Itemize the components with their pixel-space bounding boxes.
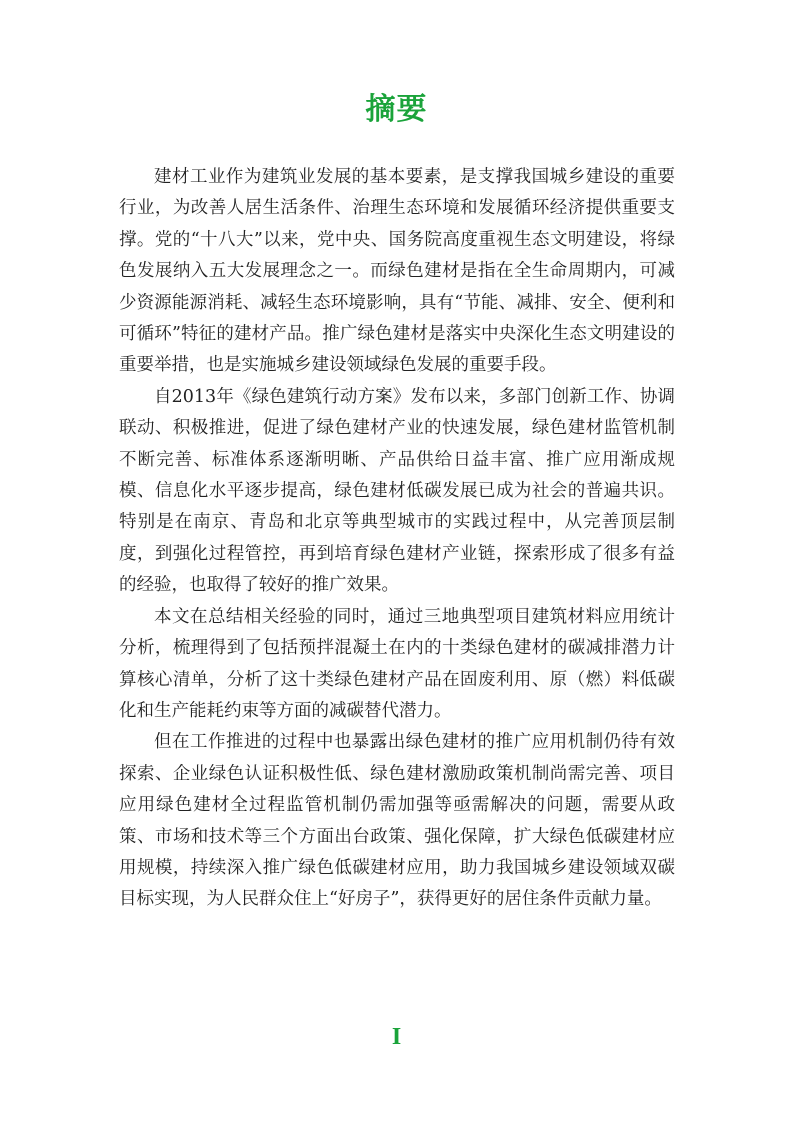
paragraph-1: 建材工业作为建筑业发展的基本要素，是支撑我国城乡建设的重要行业，为改善人居生活条件、治理生态环境和发展循环经济提供重要支撑。党的“十八大”以来，党中央、国务院高度重视生态文明建设，将绿色发展纳入五大发展理念之一。而绿色建材是指在全生命周期内，可减少资源能源消耗、减轻生态环境影响，具有“节能、减排、安全、便利和可循环”特征的建材产品。推广绿色建材是落实中央深化生态文明建设的重要举措，也是实施城乡建设领域绿色发展的重要手段。 [119, 167, 675, 376]
paragraph-4: 但在工作推进的过程中也暴露出绿色建材的推广应用机制仍待有效探索、企业绿色认证积极性低、绿色建材激励政策机制尚需完善、项目应用绿色建材全过程监管机制仍需加强等亟需解决的问题，需要从政策、市场和技术等三个方面出台政策、强化保障，扩大绿色低碳建材应用规模，持续深入推广绿色低碳建材应用，助力我国城乡建设领域双碳目标实现，为人民群众住上“好房子”，获得更好的居住条件贡献力量。 [119, 732, 675, 910]
paragraph-3: 本文在总结相关经验的同时，通过三地典型项目建筑材料应用统计分析，梳理得到了包括预拌混凝土在内的十类绿色建材的碳减排潜力计算核心清单，分析了这十类绿色建材产品在固废利用、原（燃）料低碳化和生产能耗约束等方面的减碳替代潜力。 [119, 606, 675, 721]
page-number: I [391, 1024, 402, 1050]
paragraph-2: 自2013年《绿色建筑行动方案》发布以来，多部门创新工作、协调联动、积极推进，促进了绿色建材产业的快速发展，绿色建材监管机制不断完善、标准体系逐渐明晰、产品供给日益丰富、推广应用渐成规模、信息化水平逐步提高，绿色建材低碳发展已成为社会的普遍共识。特别是在南京、青岛和北京等典型城市的实践过程中，从完善顶层制度，到强化过程管控，再到培育绿色建材产业链，探索形成了很多有益的经验，也取得了较好的推广效果。 [119, 386, 675, 596]
page-title: 摘要 [365, 92, 428, 127]
abstract-body [119, 162, 675, 916]
